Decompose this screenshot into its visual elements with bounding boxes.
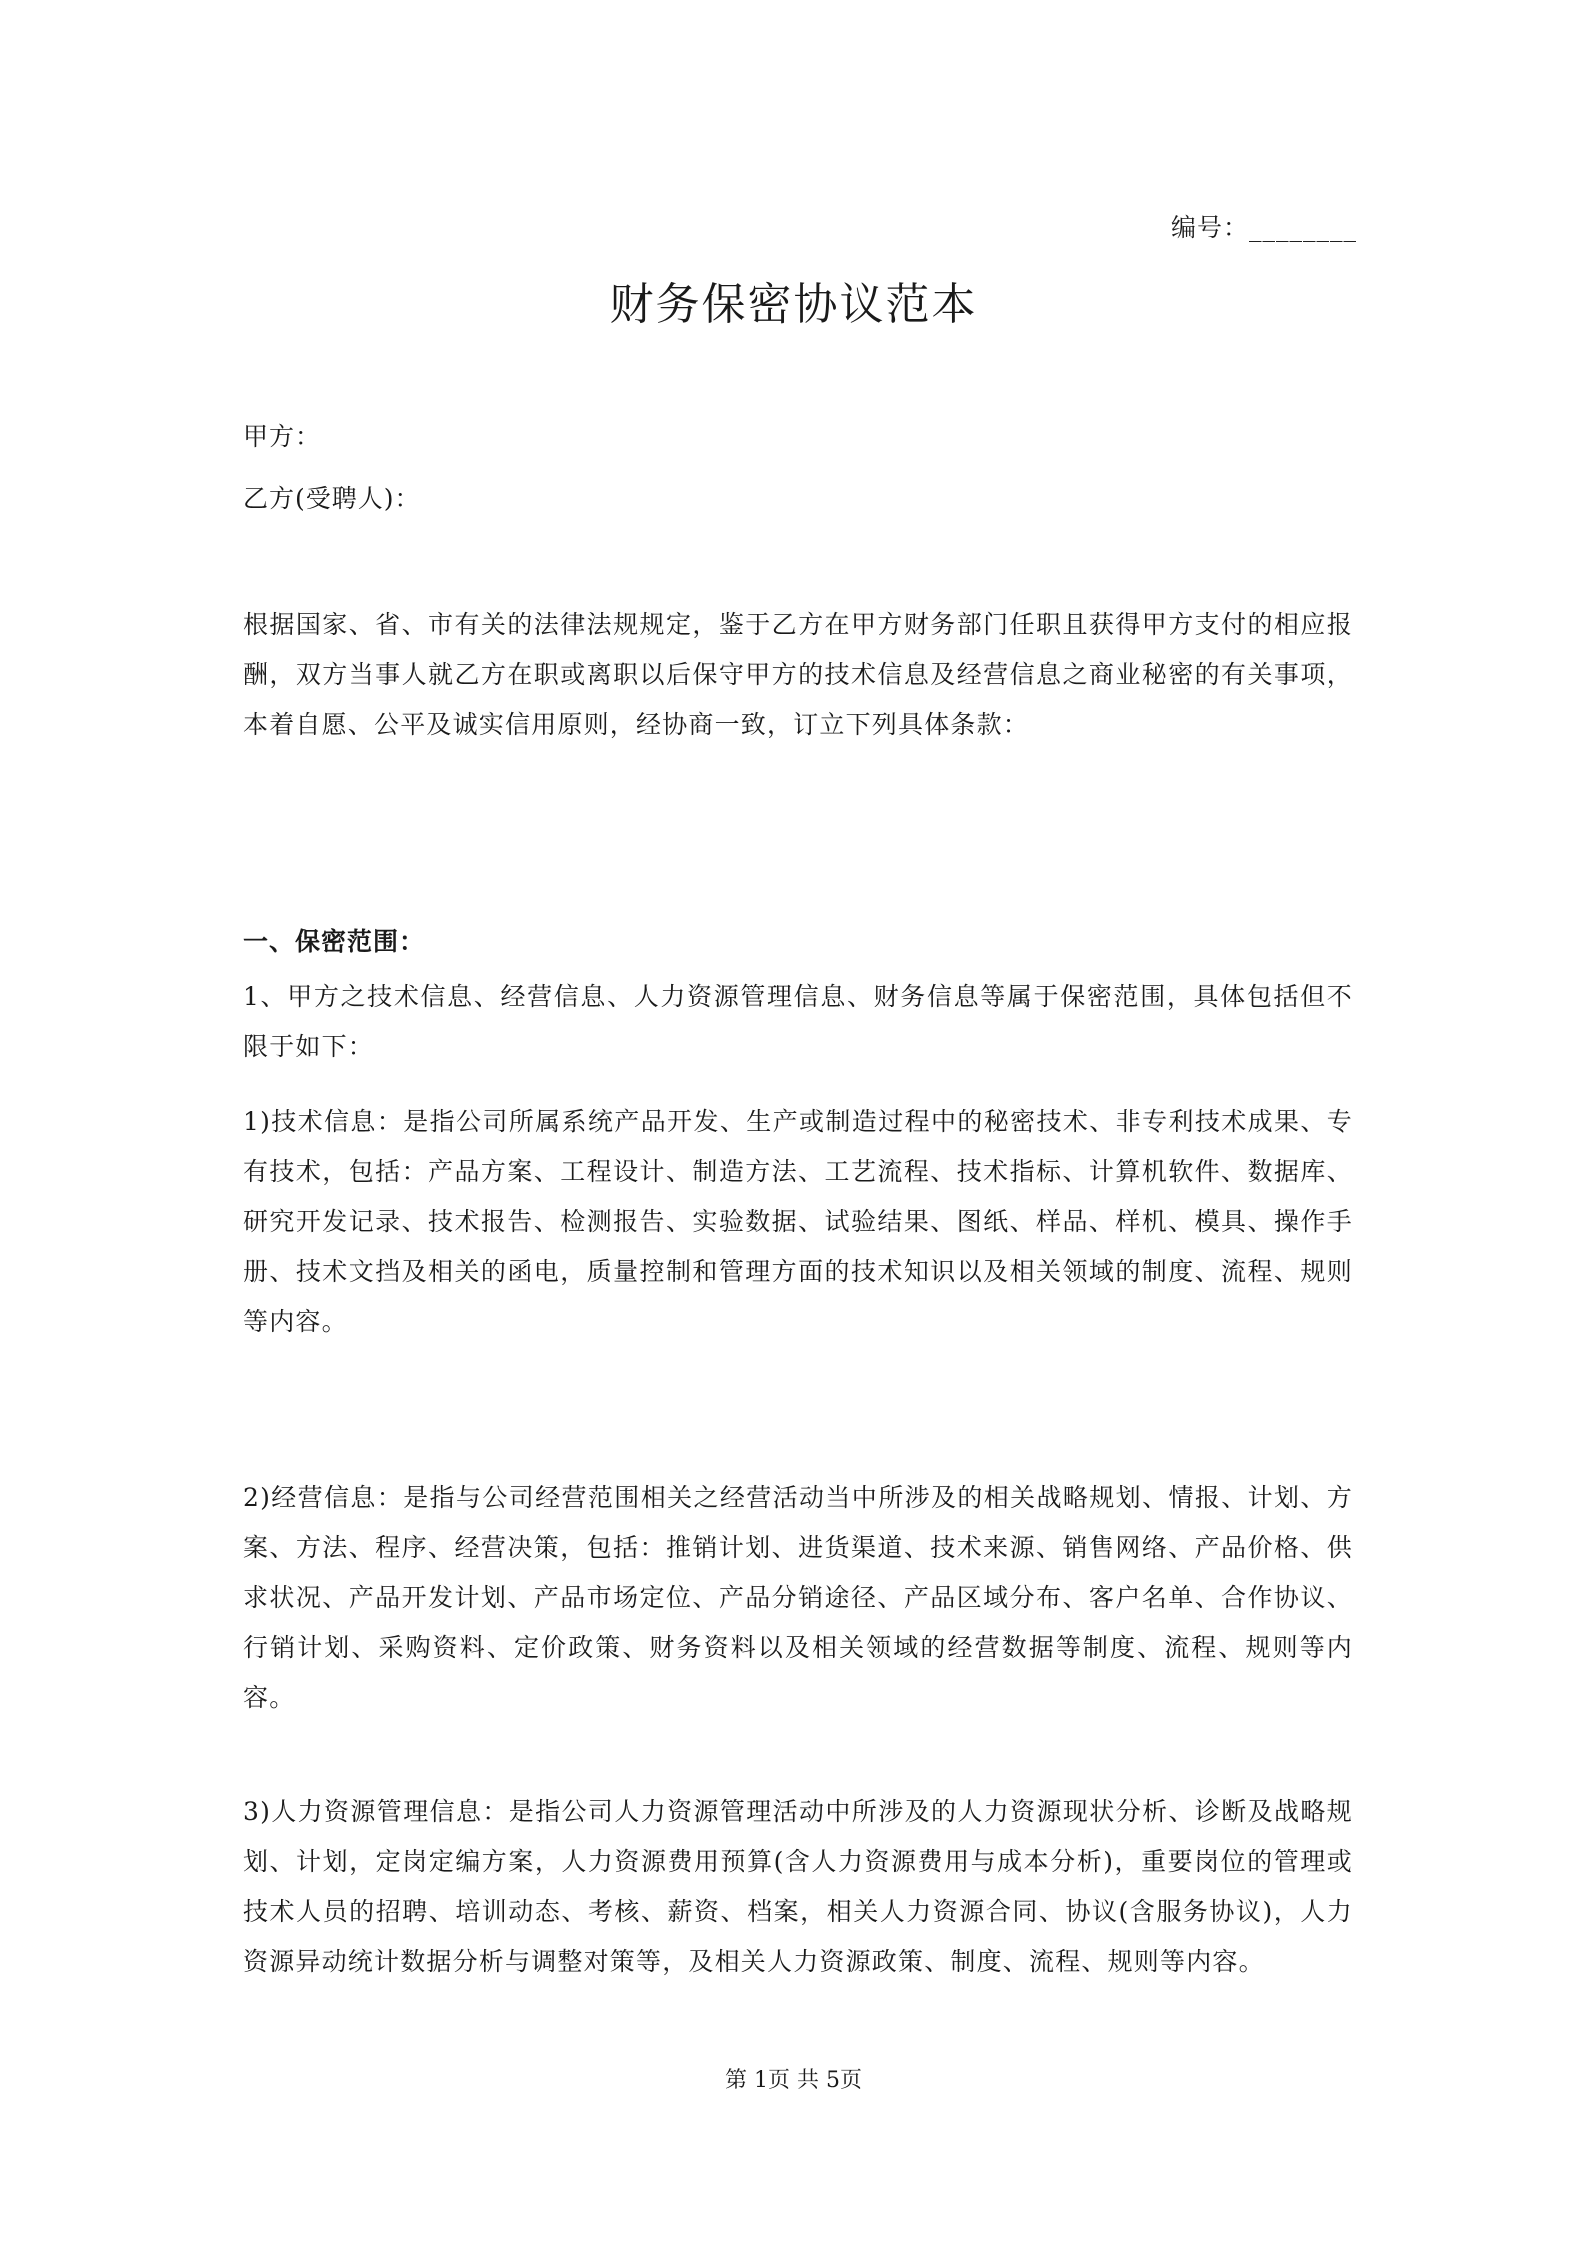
preamble-paragraph: 根据国家、省、市有关的法律法规规定，鉴于乙方在甲方财务部门任职且获得甲方支付的相应报酬，双方当事人就乙方在职或离职以后保守甲方的技术信息及经营信息之商业秘密的有关事项，本着自愿、公平及诚实信用原则，经协商一致，订立下列具体条款： (243, 610, 1353, 739)
hr-info-paragraph: 3)人力资源管理信息：是指公司人力资源管理活动中所涉及的人力资源现状分析、诊断及战略规划、计划，定岗定编方案，人力资源费用预算(含人力资源费用与成本分析)，重要岗位的管理或技术人员的招聘、培训动态、考核、薪资、档案，相关人力资源合同、协议(含服务协议)，人力资源异动统计数据分析与调整对策等，及相关人力资源政策、制度、流程、规则等内容。 (243, 1797, 1353, 1976)
business-info-paragraph: 2)经营信息：是指与公司经营范围相关之经营活动当中所涉及的相关战略规划、情报、计划、方案、方法、程序、经营决策，包括：推销计划、进货渠道、技术来源、销售网络、产品价格、供求状况、产品开发计划、产品市场定位、产品分销途径、产品区域分布、客户名单、合作协议、行销计划、采购资料、定价政策、财务资料以及相关领域的经营数据等制度、流程、规则等内容。 (243, 1483, 1353, 1712)
clause-1-paragraph: 1、甲方之技术信息、经营信息、人力资源管理信息、财务信息等属于保密范围，具体包括但不限于如下： (243, 982, 1353, 1061)
serial-number-label: 编号：________ (1170, 213, 1357, 242)
party-b-label: 乙方(受聘人)： (243, 484, 421, 513)
section-heading-scope: 一、保密范围： (243, 927, 426, 956)
page-footer: 第 1页 共 5页 (725, 2068, 862, 2093)
party-a-label: 甲方： (243, 422, 322, 451)
document-title: 财务保密协议范本 (609, 279, 978, 330)
tech-info-paragraph: 1)技术信息：是指公司所属系统产品开发、生产或制造过程中的秘密技术、非专利技术成果、专有技术，包括：产品方案、工程设计、制造方法、工艺流程、技术指标、计算机软件、数据库、研究开发记录、技术报告、检测报告、实验数据、试验结果、图纸、样品、样机、模具、操作手册、技术文挡及相关的函电，质量控制和管理方面的技术知识以及相关领域的制度、流程、规则等内容。 (243, 1107, 1353, 1336)
